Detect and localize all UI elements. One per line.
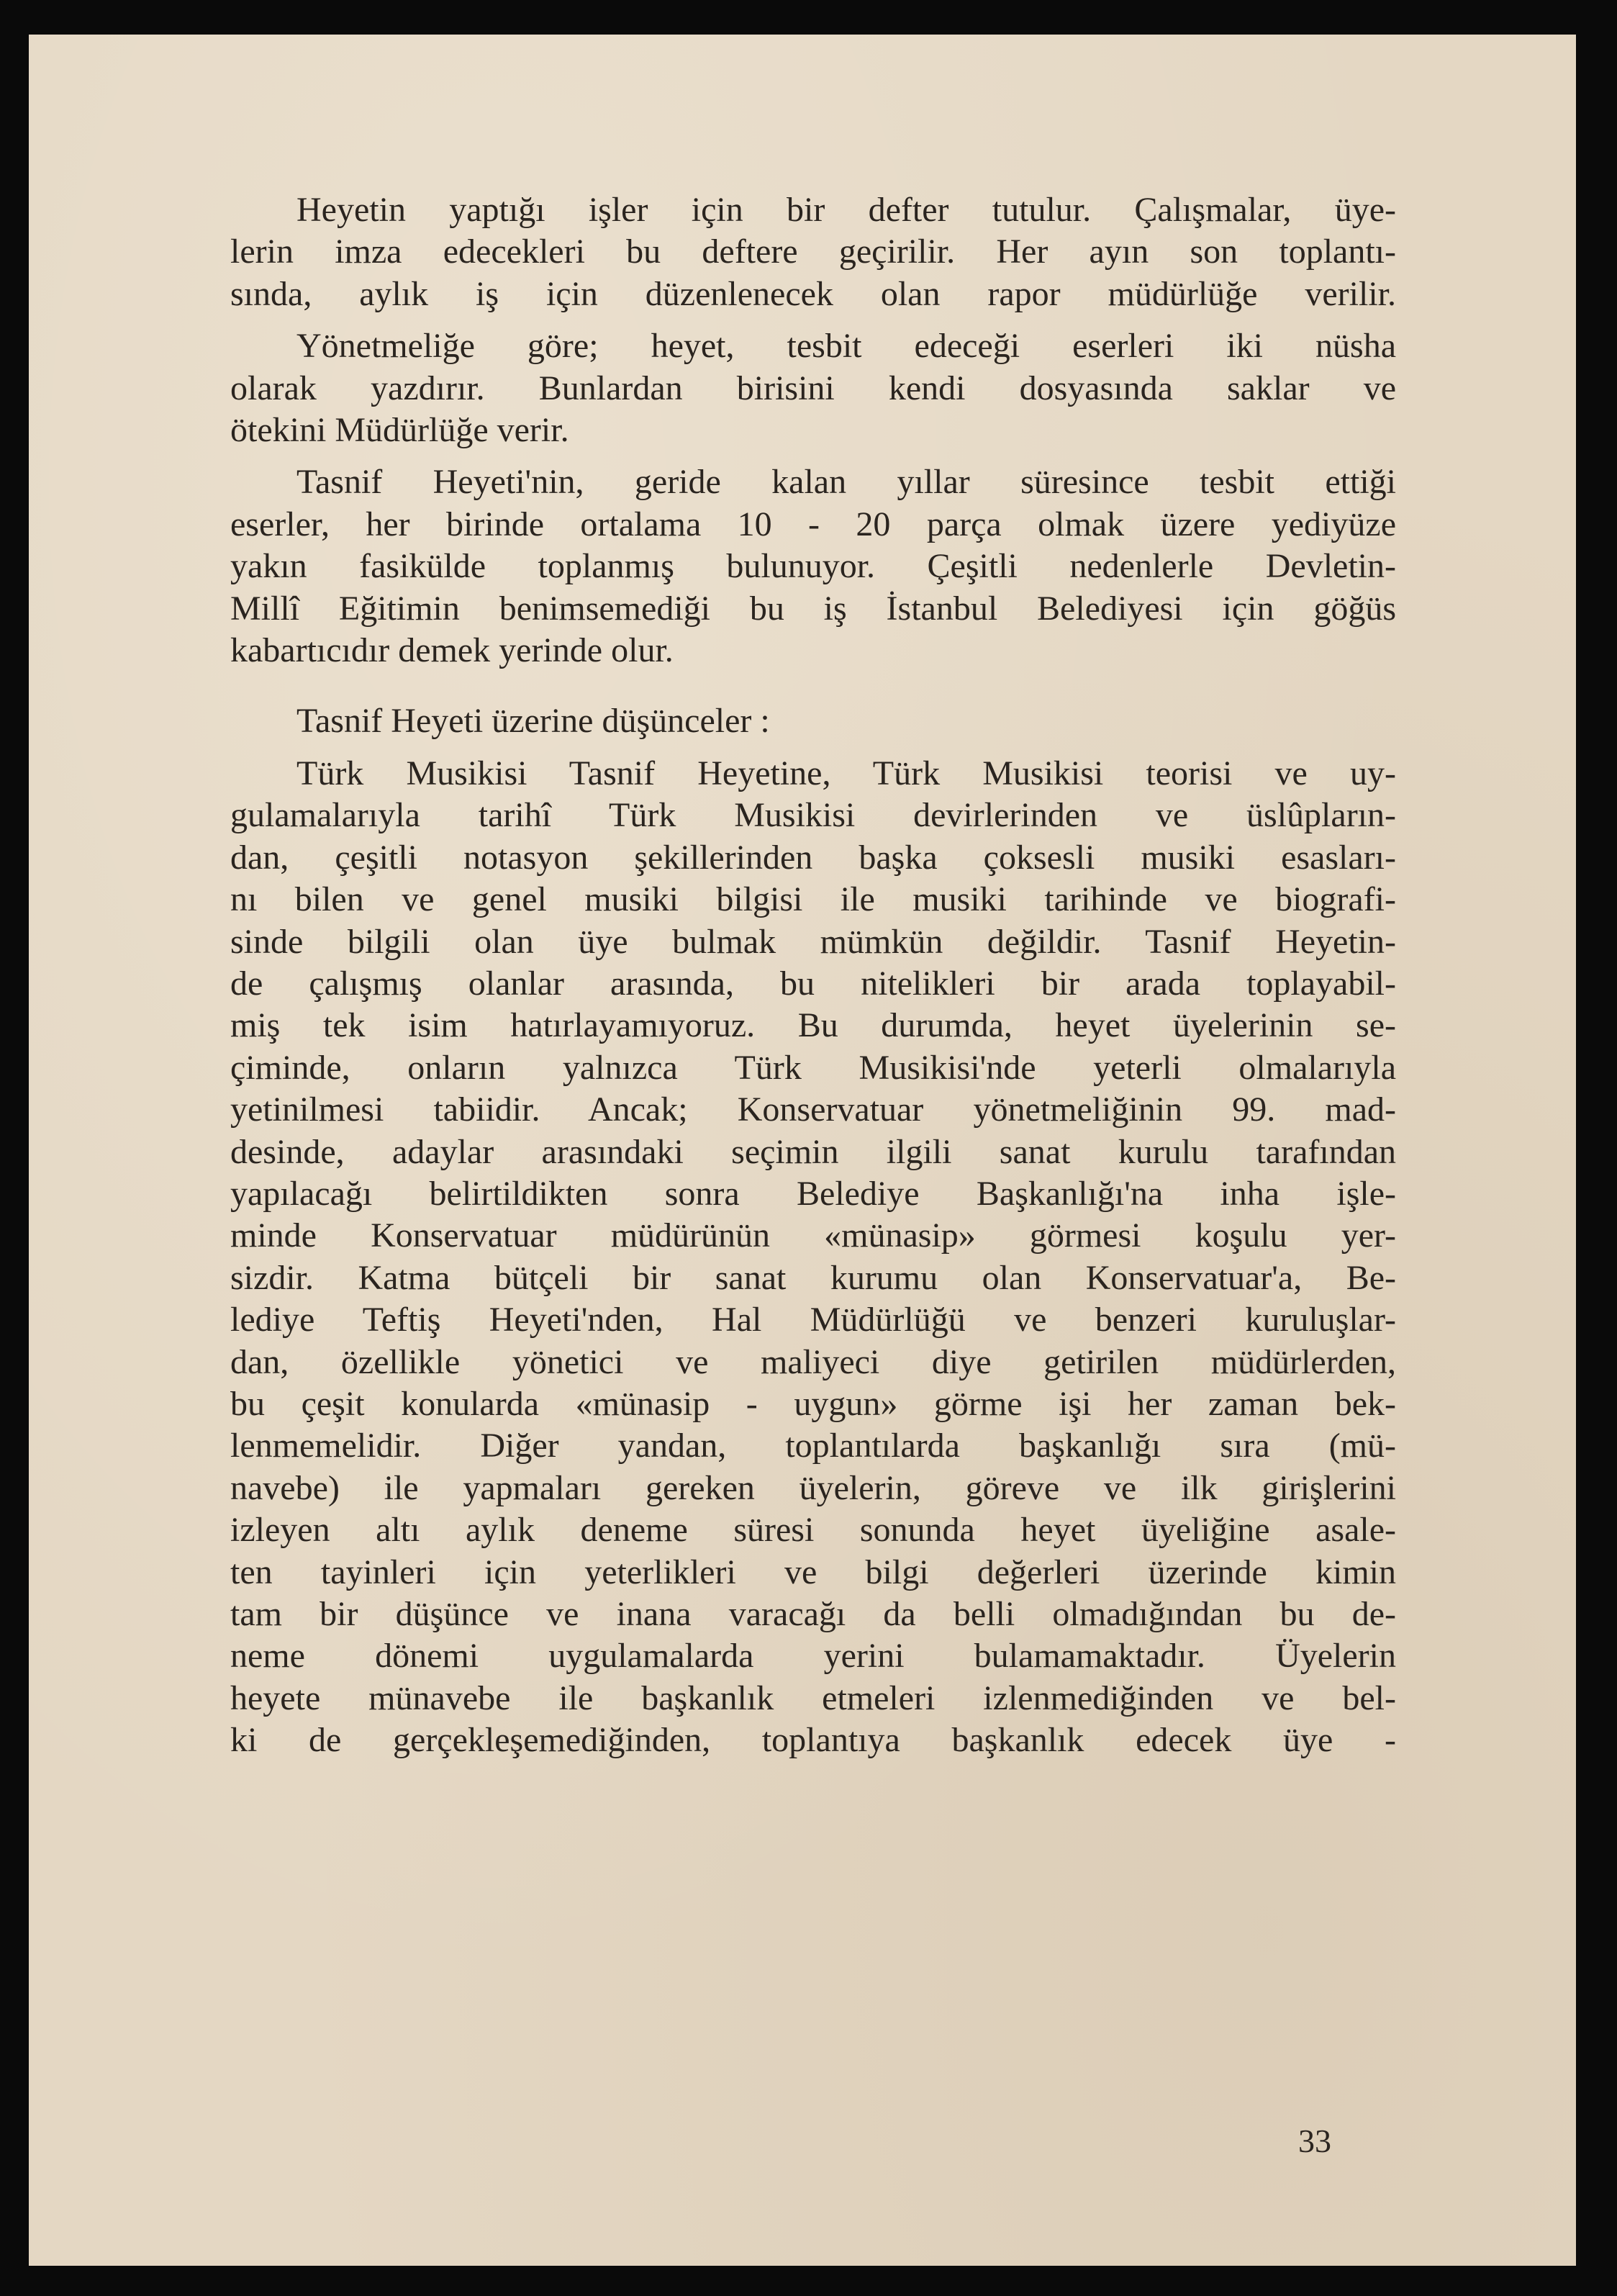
- text-line: kabartıcıdır demek yerinde olur.: [230, 631, 674, 670]
- page-sheet: [29, 35, 1576, 2266]
- text-line: ötekini Müdürlüğe verir.: [230, 411, 569, 450]
- paragraph-main: [230, 753, 1396, 1762]
- text-line: navebe) ile yapmaları gereken üyelerin, göreve ve ilk girişlerini: [230, 1468, 1396, 1507]
- text-line: nı bilen ve genel musiki bilgisi ile musiki tarihinde ve biografi-: [230, 880, 1396, 919]
- text-line: sinde bilgili olan üye bulmak mümkün değildir. Tasnif Heyetin-: [230, 922, 1396, 961]
- text-line: sizdir. Katma bütçeli bir sanat kurumu olan Konservatuar'a, Be-: [230, 1258, 1396, 1297]
- text-line: yetinilmesi tabiidir. Ancak; Konservatuar yönetmeliğinin 99. mad-: [230, 1090, 1396, 1129]
- text-line: gulamalarıyla tarihî Türk Musikisi devirlerinden ve üslûpların-: [230, 796, 1396, 835]
- text-line: heyete münavebe ile başkanlık etmeleri izlenmediğinden ve bel-: [230, 1678, 1396, 1717]
- text-line: bu çeşit konularda «münasip - uygun» görme işi her zaman bek-: [230, 1384, 1396, 1423]
- text-line: tam bir düşünce ve inana varacağı da belli olmadığından bu de-: [230, 1595, 1396, 1633]
- text-line: dan, çeşitli notasyon şekillerinden başka çoksesli musiki esasları-: [230, 838, 1396, 877]
- text-line: Heyetin yaptığı işler için bir defter tutulur. Çalışmalar, üye-: [296, 191, 1396, 229]
- body-text: [230, 189, 1396, 1762]
- text-line: minde Konservatuar müdürünün «münasip» görmesi koşulu yer-: [230, 1216, 1396, 1255]
- text-line: yakın fasikülde toplanmış bulunuyor. Çeşitli nedenlerle Devletin-: [230, 547, 1396, 586]
- text-line: Millî Eğitimin benimsemediği bu iş İstanbul Belediyesi için göğüs: [230, 589, 1396, 628]
- text-line: sında, aylık iş için düzenlenecek olan rapor müdürlüğe verilir.: [230, 274, 1396, 313]
- paragraph-yonetmelik: [230, 325, 1396, 451]
- text-line: Yönetmeliğe göre; heyet, tesbit edeceği eserleri iki nüsha: [296, 327, 1396, 366]
- text-line: olarak yazdırır. Bunlardan birisini kendi dosyasında saklar ve: [230, 369, 1396, 407]
- text-line: lediye Teftiş Heyeti'nden, Hal Müdürlüğü ve benzeri kuruluşlar-: [230, 1301, 1396, 1339]
- text-line: çiminde, onların yalnızca Türk Musikisi'nde yeterli olmalarıyla: [230, 1048, 1396, 1087]
- text-line: lerin imza edecekleri bu deftere geçirilir. Her ayın son toplantı-: [230, 232, 1396, 271]
- text-line: izleyen altı aylık deneme süresi sonunda heyet üyeliğine asale-: [230, 1511, 1396, 1550]
- text-line: de çalışmış olanlar arasında, bu nitelikleri bir arada toplayabil-: [230, 964, 1396, 1003]
- text-line: desinde, adaylar arasındaki seçimin ilgili sanat kurulu tarafından: [230, 1132, 1396, 1171]
- page-number: 33: [1298, 2123, 1331, 2159]
- text-line: neme dönemi uygulamalarda yerini bulamamaktadır. Üyelerin: [230, 1637, 1396, 1676]
- paragraph-tasnif-heyeti: [230, 461, 1396, 672]
- text-line: yapılacağı belirtildikten sonra Belediye Başkanlığı'na inha işle-: [230, 1174, 1396, 1213]
- text-line: ki de gerçekleşemediğinden, toplantıya başkanlık edecek üye -: [230, 1721, 1396, 1760]
- text-line: eserler, her birinde ortalama 10 - 20 parça olmak üzere yediyüze: [230, 505, 1396, 543]
- text-line: Türk Musikisi Tasnif Heyetine, Türk Musikisi teorisi ve uy-: [296, 754, 1396, 792]
- text-line: ten tayinleri için yeterlikleri ve bilgi değerleri üzerinde kimin: [230, 1552, 1396, 1591]
- text-line: miş tek isim hatırlayamıyoruz. Bu durumda, heyet üyelerinin se-: [230, 1006, 1396, 1045]
- paragraph-defter: [230, 189, 1396, 315]
- text-line: lenmemelidir. Diğer yandan, toplantılarda başkanlığı sıra (mü-: [230, 1427, 1396, 1465]
- text-line: Tasnif Heyeti'nin, geride kalan yıllar süresince tesbit ettiği: [296, 463, 1396, 502]
- section-heading: Tasnif Heyeti üzerine düşünceler :: [296, 702, 770, 741]
- text-line: dan, özellikle yönetici ve maliyeci diye getirilen müdürlerden,: [230, 1342, 1396, 1381]
